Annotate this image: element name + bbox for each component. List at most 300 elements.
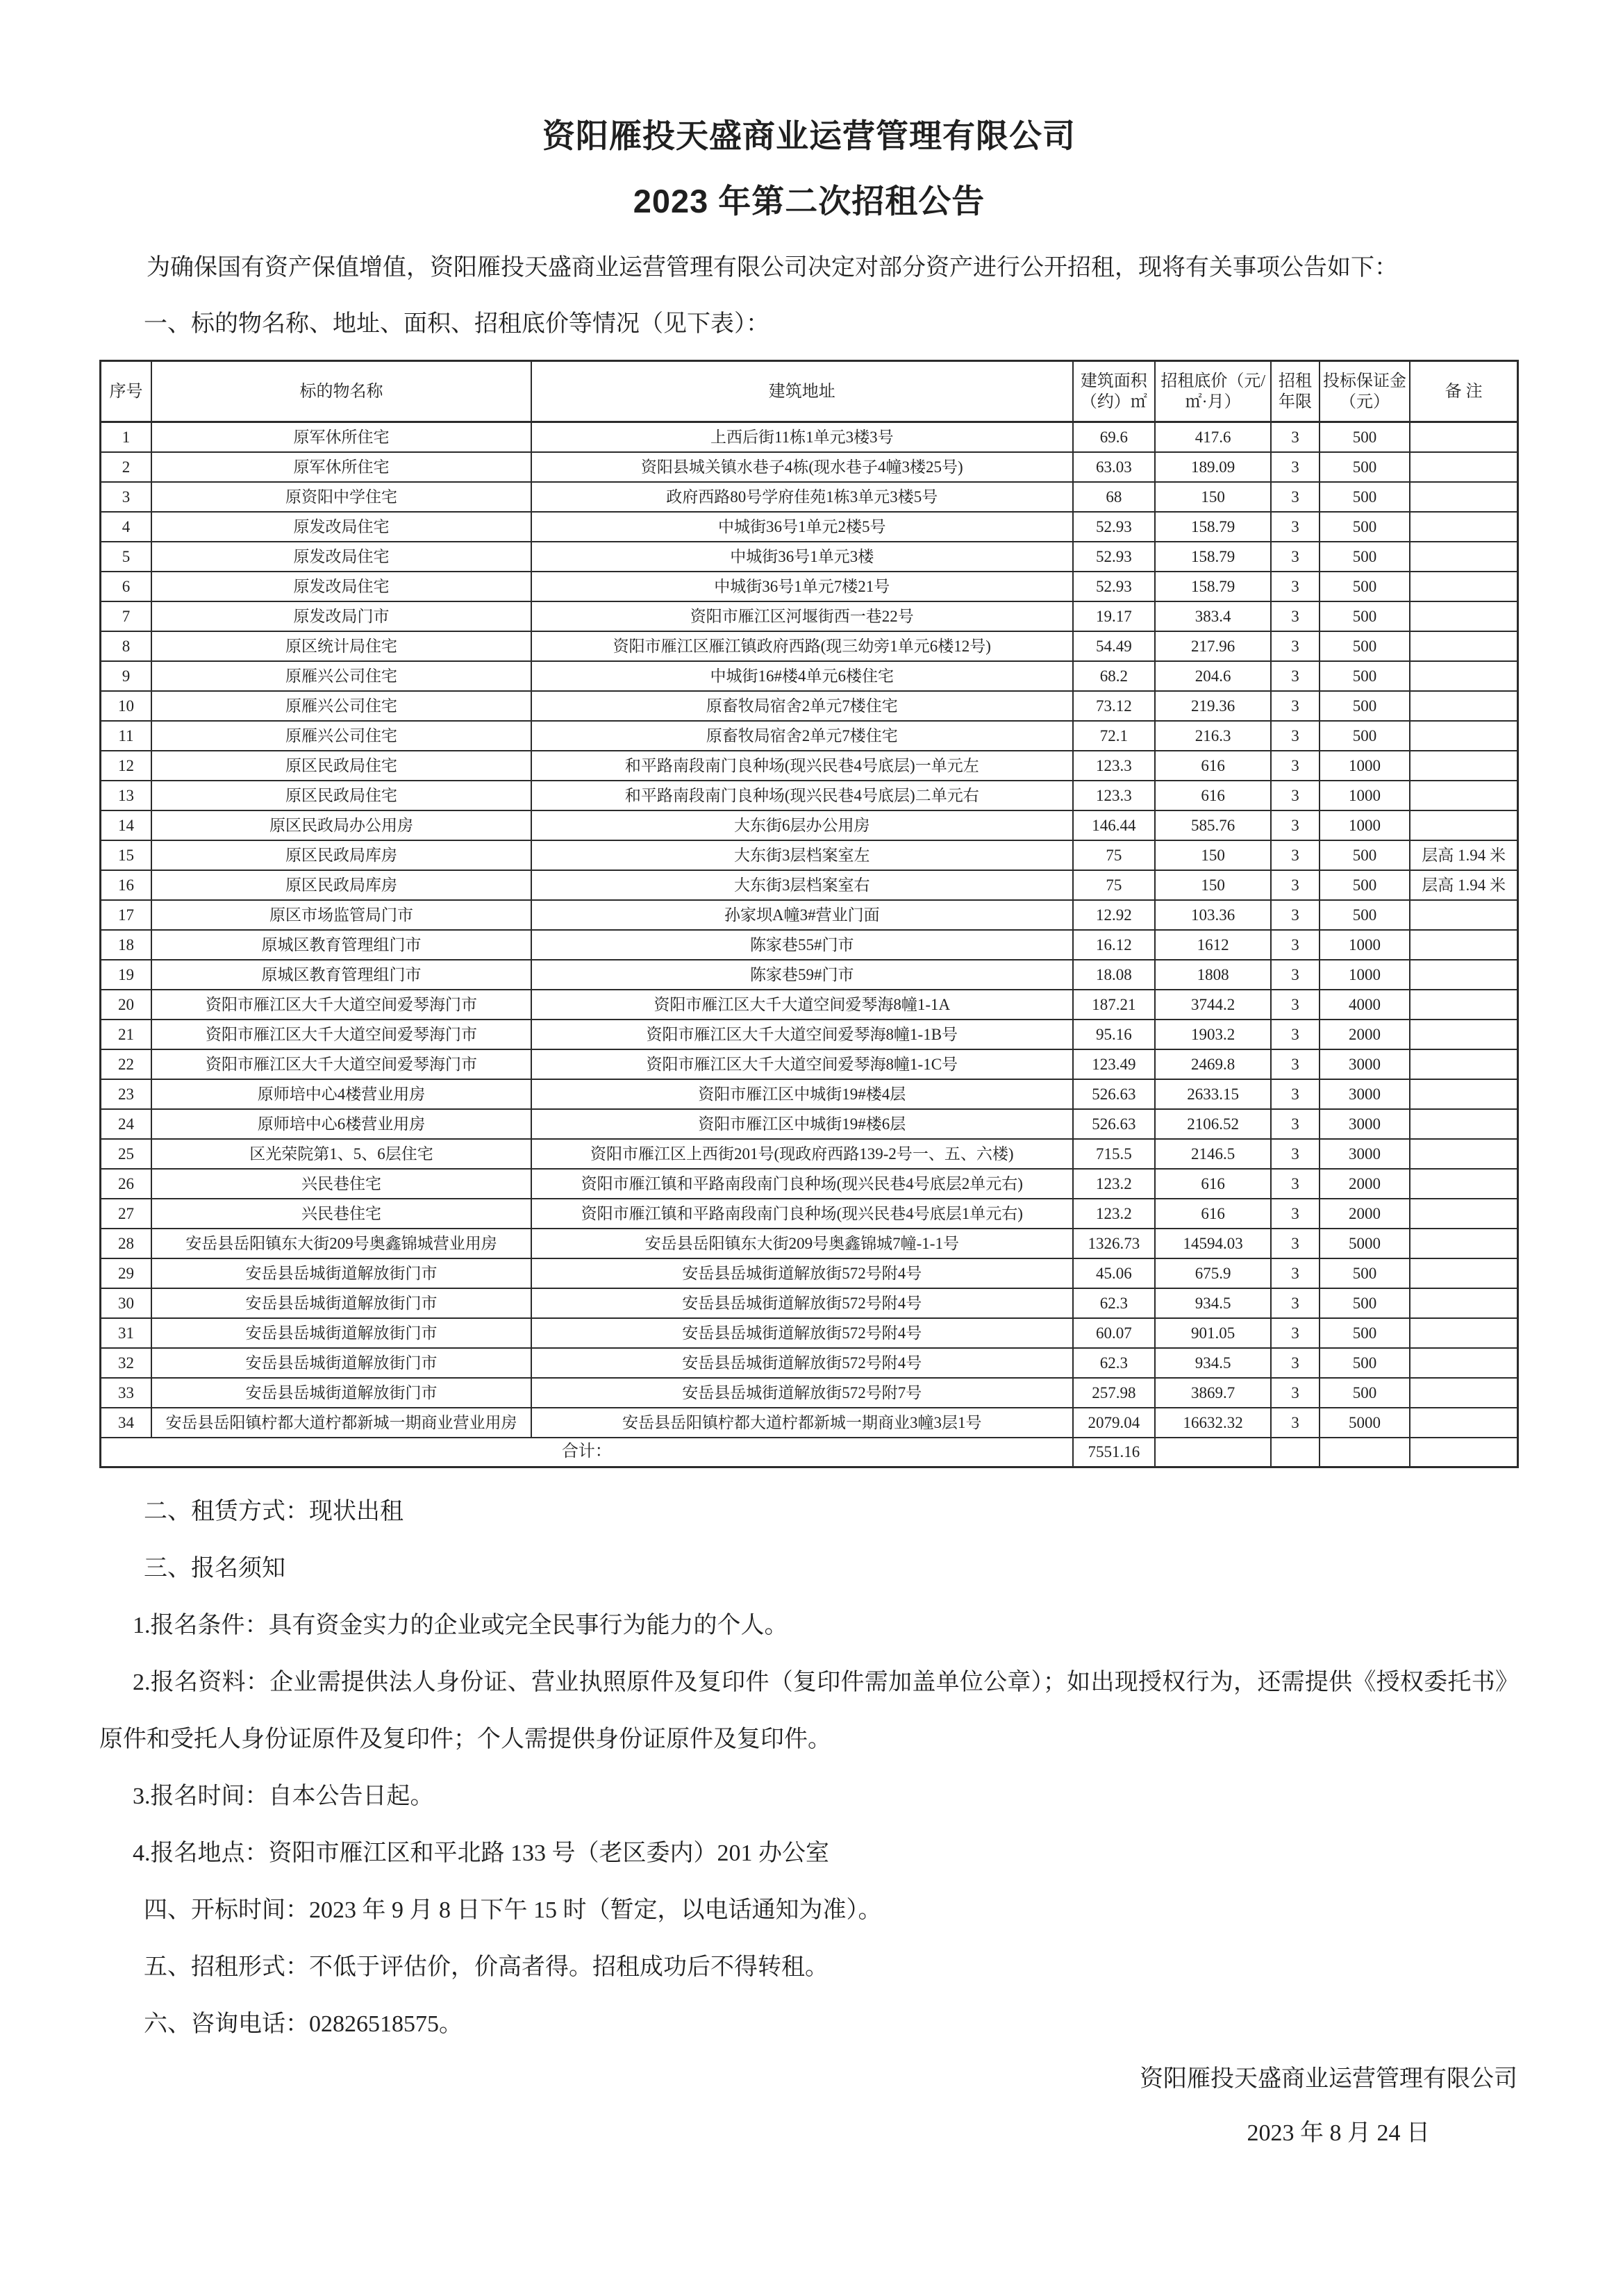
table-cell [1410, 1079, 1517, 1109]
table-cell: 原军休所住宅 [151, 422, 531, 452]
table-row [101, 1229, 1518, 1258]
table-cell: 585.76 [1155, 810, 1271, 840]
table-cell: 3 [1271, 1199, 1319, 1229]
table-cell: 526.63 [1073, 1109, 1155, 1139]
table-cell: 6 [101, 572, 151, 601]
table-cell: 兴民巷住宅 [151, 1169, 531, 1199]
item-3-paragraph: 3.报名时间：自本公告日起。 [133, 1783, 434, 1809]
table-cell: 52.93 [1073, 572, 1155, 601]
table-cell [1410, 631, 1517, 661]
column-header: 招租底价（元/㎡·月） [1155, 361, 1271, 422]
table-cell: 资阳市雁江区大千大道空间爱琴海8幢1-1A [531, 990, 1073, 1020]
table-cell: 兴民巷住宅 [151, 1199, 531, 1229]
table-cell: 3 [1271, 721, 1319, 751]
table-cell: 资阳市雁江区大千大道空间爱琴海8幢1-1C号 [531, 1049, 1073, 1079]
item-1-paragraph: 1.报名条件：具有资金实力的企业或完全民事行为能力的个人。 [133, 1613, 788, 1638]
table-cell [1410, 1288, 1517, 1318]
table-cell: 安岳县岳城街道解放街门市 [151, 1288, 531, 1318]
table-cell: 安岳县岳城街道解放街门市 [151, 1348, 531, 1378]
document-title-line2: 2023 年第二次招租公告 [633, 183, 985, 219]
table-cell: 500 [1320, 1258, 1410, 1288]
table-cell: 21 [101, 1020, 151, 1049]
table-cell: 68.2 [1073, 661, 1155, 691]
table-cell: 3000 [1320, 1109, 1410, 1139]
table-row [101, 1049, 1518, 1079]
table-cell: 1000 [1320, 930, 1410, 960]
table-cell: 14 [101, 810, 151, 840]
table-cell: 2633.15 [1155, 1079, 1271, 1109]
table-cell [1410, 1378, 1517, 1408]
table-cell [1410, 930, 1517, 960]
table-cell: 500 [1320, 721, 1410, 751]
table-cell: 715.5 [1073, 1139, 1155, 1169]
table-cell: 3 [1271, 601, 1319, 631]
table-cell: 123.2 [1073, 1169, 1155, 1199]
table-cell: 158.79 [1155, 512, 1271, 542]
table-cell: 资阳市雁江镇和平路南段南门良种场(现兴民巷4号底层2单元右) [531, 1169, 1073, 1199]
table-cell: 500 [1320, 1318, 1410, 1348]
table-cell: 500 [1320, 661, 1410, 691]
table-row [101, 422, 1518, 452]
table-cell [1320, 1438, 1410, 1467]
table-row [101, 512, 1518, 542]
table-cell: 1808 [1155, 960, 1271, 990]
table-cell: 大东街3层档案室左 [531, 840, 1073, 870]
table-cell: 3 [1271, 1079, 1319, 1109]
table-row [101, 1169, 1518, 1199]
table-cell: 原区统计局住宅 [151, 631, 531, 661]
table-cell: 500 [1320, 1378, 1410, 1408]
table-row [101, 960, 1518, 990]
table-cell: 123.3 [1073, 751, 1155, 781]
table-cell: 原资阳中学住宅 [151, 482, 531, 512]
table-cell: 60.07 [1073, 1318, 1155, 1348]
table-cell: 3 [1271, 1288, 1319, 1318]
table-cell: 123.2 [1073, 1199, 1155, 1229]
table-cell: 3 [1271, 1348, 1319, 1378]
table-cell: 1000 [1320, 960, 1410, 990]
table-cell: 安岳县岳城街道解放街572号附4号 [531, 1318, 1073, 1348]
table-body [101, 422, 1518, 1467]
table-cell [1410, 691, 1517, 721]
total-label-cell: 合计： [101, 1438, 1073, 1467]
table-cell: 安岳县岳阳镇东大街209号奥鑫锦城营业用房 [151, 1229, 531, 1258]
table-cell: 原区市场监管局门市 [151, 900, 531, 930]
table-cell: 33 [101, 1378, 151, 1408]
table-cell: 150 [1155, 840, 1271, 870]
table-cell: 3 [1271, 930, 1319, 960]
table-cell: 616 [1155, 781, 1271, 810]
table-cell: 3 [1271, 810, 1319, 840]
table-cell: 2000 [1320, 1199, 1410, 1229]
table-row [101, 870, 1518, 900]
table-cell: 934.5 [1155, 1348, 1271, 1378]
table-cell: 资阳市雁江区中城街19#楼6层 [531, 1109, 1073, 1139]
table-row [101, 1020, 1518, 1049]
table-cell: 158.79 [1155, 542, 1271, 572]
column-header: 投标保证金（元） [1320, 361, 1410, 422]
table-cell: 3 [1271, 1109, 1319, 1139]
table-cell: 大东街3层档案室右 [531, 870, 1073, 900]
table-cell: 安岳县岳城街道解放街572号附7号 [531, 1378, 1073, 1408]
table-row [101, 840, 1518, 870]
table-cell: 257.98 [1073, 1378, 1155, 1408]
table-cell: 16 [101, 870, 151, 900]
column-header: 建筑地址 [531, 361, 1073, 422]
table-cell: 12 [101, 751, 151, 781]
column-header: 标的物名称 [151, 361, 531, 422]
table-cell: 原雁兴公司住宅 [151, 661, 531, 691]
table-cell: 3869.7 [1155, 1378, 1271, 1408]
table-cell: 23 [101, 1079, 151, 1109]
table-total-row [101, 1438, 1518, 1467]
table-cell: 29 [101, 1258, 151, 1288]
table-cell [1410, 1229, 1517, 1258]
table-cell: 孙家坝A幢3#营业门面 [531, 900, 1073, 930]
table-row [101, 990, 1518, 1020]
table-cell: 3 [1271, 1408, 1319, 1438]
table-cell: 3 [1271, 1139, 1319, 1169]
table-row [101, 751, 1518, 781]
table-cell: 103.36 [1155, 900, 1271, 930]
table-cell: 12.92 [1073, 900, 1155, 930]
section-one-heading: 一、标的物名称、地址、面积、招租底价等情况（见下表）： [144, 311, 769, 337]
table-cell: 陈家巷59#门市 [531, 960, 1073, 990]
table-cell: 500 [1320, 572, 1410, 601]
table-cell: 中城街36号1单元2楼5号 [531, 512, 1073, 542]
column-header: 序号 [101, 361, 151, 422]
table-cell: 资阳市雁江区大千大道空间爱琴海8幢1-1B号 [531, 1020, 1073, 1049]
table-cell: 28 [101, 1229, 151, 1258]
table-row [101, 1378, 1518, 1408]
table-cell: 3 [101, 482, 151, 512]
section-four-heading: 四、开标时间：2023 年 9 月 8 日下午 15 时（暂定，以电话通知为准）。 [144, 1897, 882, 1923]
table-cell: 安岳县岳城街道解放街门市 [151, 1318, 531, 1348]
table-cell: 69.6 [1073, 422, 1155, 452]
table-row [101, 1318, 1518, 1348]
table-cell: 资阳市雁江区河堰街西一巷22号 [531, 601, 1073, 631]
table-cell: 2000 [1320, 1020, 1410, 1049]
table-row [101, 1109, 1518, 1139]
table-cell: 75 [1073, 870, 1155, 900]
table-cell: 22 [101, 1049, 151, 1079]
table-cell: 安岳县岳阳镇东大街209号奥鑫锦城7幢-1-1号 [531, 1229, 1073, 1258]
table-cell: 500 [1320, 870, 1410, 900]
table-cell: 原城区教育管理组门市 [151, 930, 531, 960]
table-cell: 675.9 [1155, 1258, 1271, 1288]
section-six-heading: 六、咨询电话：02826518575。 [144, 2011, 463, 2037]
table-cell: 中城街36号1单元3楼 [531, 542, 1073, 572]
section-five-heading: 五、招租形式：不低于评估价，价高者得。招租成功后不得转租。 [144, 1954, 829, 1980]
table-cell: 3000 [1320, 1139, 1410, 1169]
table-cell: 4000 [1320, 990, 1410, 1020]
table-cell: 1000 [1320, 810, 1410, 840]
table-cell [1410, 781, 1517, 810]
table-row [101, 661, 1518, 691]
table-cell: 32 [101, 1348, 151, 1378]
table-cell: 3 [1271, 751, 1319, 781]
table-cell: 资阳市雁江镇和平路南段南门良种场(现兴民巷4号底层1单元右) [531, 1199, 1073, 1229]
table-cell [1410, 542, 1517, 572]
table-cell: 3 [1271, 1169, 1319, 1199]
table-cell: 62.3 [1073, 1348, 1155, 1378]
table-cell: 500 [1320, 631, 1410, 661]
table-cell: 原区民政局住宅 [151, 781, 531, 810]
table-cell: 3 [1271, 900, 1319, 930]
table-cell: 原区民政局办公用房 [151, 810, 531, 840]
table-cell [1410, 1109, 1517, 1139]
table-row [101, 810, 1518, 840]
table-cell: 原畜牧局宿舍2单元7楼住宅 [531, 691, 1073, 721]
table-cell: 500 [1320, 840, 1410, 870]
table-cell [1271, 1438, 1319, 1467]
table-cell: 原师培中心6楼营业用房 [151, 1109, 531, 1139]
table-cell: 189.09 [1155, 452, 1271, 482]
table-cell: 3 [1271, 1318, 1319, 1348]
table-cell: 原发改局住宅 [151, 572, 531, 601]
table-cell: 3000 [1320, 1079, 1410, 1109]
table-cell: 31 [101, 1318, 151, 1348]
table-cell: 3 [1271, 781, 1319, 810]
intro-paragraph: 为确保国有资产保值增值，资阳雁投天盛商业运营管理有限公司决定对部分资产进行公开招租，现将有关事项公告如下： [147, 255, 1398, 281]
table-cell: 95.16 [1073, 1020, 1155, 1049]
table-cell: 158.79 [1155, 572, 1271, 601]
table-cell: 资阳市雁江区中城街19#楼4层 [531, 1079, 1073, 1109]
table-row [101, 1348, 1518, 1378]
table-row [101, 1139, 1518, 1169]
table-cell: 1 [101, 422, 151, 452]
table-cell: 146.44 [1073, 810, 1155, 840]
table-cell: 150 [1155, 870, 1271, 900]
table-cell: 7 [101, 601, 151, 631]
table-cell: 500 [1320, 452, 1410, 482]
table-row [101, 1079, 1518, 1109]
table-cell: 原发改局住宅 [151, 542, 531, 572]
table-cell [1410, 1318, 1517, 1348]
table-cell: 3 [1271, 482, 1319, 512]
table-cell: 2106.52 [1155, 1109, 1271, 1139]
table-cell: 13 [101, 781, 151, 810]
table-cell: 54.49 [1073, 631, 1155, 661]
table-cell: 11 [101, 721, 151, 751]
table-cell: 安岳县岳城街道解放街门市 [151, 1258, 531, 1288]
table-cell: 17 [101, 900, 151, 930]
table-cell: 3 [1271, 661, 1319, 691]
table-cell: 30 [101, 1288, 151, 1318]
table-cell: 19.17 [1073, 601, 1155, 631]
table-cell: 原区民政局库房 [151, 870, 531, 900]
table-row [101, 1288, 1518, 1318]
table-cell: 资阳市雁江区雁江镇政府西路(现三幼旁1单元6楼12号) [531, 631, 1073, 661]
table-row [101, 930, 1518, 960]
table-cell: 75 [1073, 840, 1155, 870]
table-cell: 原军休所住宅 [151, 452, 531, 482]
table-cell: 原雁兴公司住宅 [151, 691, 531, 721]
table-cell: 26 [101, 1169, 151, 1199]
table-row [101, 721, 1518, 751]
table-cell: 24 [101, 1109, 151, 1139]
table-cell: 383.4 [1155, 601, 1271, 631]
table-row [101, 691, 1518, 721]
table-cell: 73.12 [1073, 691, 1155, 721]
table-cell [1410, 1049, 1517, 1079]
table-cell: 500 [1320, 1288, 1410, 1318]
table-cell: 安岳县岳城街道解放街572号附4号 [531, 1288, 1073, 1318]
table-cell: 原区民政局库房 [151, 840, 531, 870]
table-cell: 3 [1271, 1020, 1319, 1049]
table-cell [1410, 960, 1517, 990]
table-cell: 500 [1320, 691, 1410, 721]
table-cell: 原城区教育管理组门市 [151, 960, 531, 990]
table-cell [1410, 1199, 1517, 1229]
table-cell: 187.21 [1073, 990, 1155, 1020]
table-cell: 原畜牧局宿舍2单元7楼住宅 [531, 721, 1073, 751]
table-cell: 18 [101, 930, 151, 960]
table-cell: 5000 [1320, 1229, 1410, 1258]
column-header: 建筑面积（约）㎡ [1073, 361, 1155, 422]
table-row [101, 542, 1518, 572]
table-cell: 25 [101, 1139, 151, 1169]
table-row [101, 601, 1518, 631]
table-cell: 3000 [1320, 1049, 1410, 1079]
table-row [101, 482, 1518, 512]
table-cell: 901.05 [1155, 1318, 1271, 1348]
table-cell: 1326.73 [1073, 1229, 1155, 1258]
section-two-heading: 二、租赁方式：现状出租 [144, 1499, 403, 1524]
table-cell [1155, 1438, 1271, 1467]
table-cell: 上西后街11栋1单元3楼3号 [531, 422, 1073, 452]
table-cell: 63.03 [1073, 452, 1155, 482]
table-cell: 3 [1271, 452, 1319, 482]
table-cell: 3 [1271, 840, 1319, 870]
table-cell: 1000 [1320, 751, 1410, 781]
table-cell [1410, 601, 1517, 631]
table-cell: 10 [101, 691, 151, 721]
assets-table [99, 360, 1519, 1468]
table-row [101, 1199, 1518, 1229]
table-cell: 217.96 [1155, 631, 1271, 661]
table-cell: 层高 1.94 米 [1410, 870, 1517, 900]
table-cell: 和平路南段南门良种场(现兴民巷4号底层)二单元右 [531, 781, 1073, 810]
table-cell: 219.36 [1155, 691, 1271, 721]
table-cell: 资阳市雁江区大千大道空间爱琴海门市 [151, 1049, 531, 1079]
table-cell: 原区民政局住宅 [151, 751, 531, 781]
table-cell: 安岳县岳城街道解放街门市 [151, 1378, 531, 1408]
table-cell: 526.63 [1073, 1079, 1155, 1109]
table-cell: 2000 [1320, 1169, 1410, 1199]
table-cell [1410, 900, 1517, 930]
table-cell: 资阳市雁江区上西街201号(现政府西路139-2号一、五、六楼) [531, 1139, 1073, 1169]
table-cell: 安岳县岳城街道解放街572号附4号 [531, 1348, 1073, 1378]
table-cell: 安岳县岳阳镇柠都大道柠都新城一期商业3幢3层1号 [531, 1408, 1073, 1438]
table-cell: 原发改局门市 [151, 601, 531, 631]
table-cell: 5000 [1320, 1408, 1410, 1438]
table-cell: 3 [1271, 691, 1319, 721]
table-cell: 27 [101, 1199, 151, 1229]
table-cell: 500 [1320, 482, 1410, 512]
table-cell: 16632.32 [1155, 1408, 1271, 1438]
table-cell: 3 [1271, 1378, 1319, 1408]
table-cell: 68 [1073, 482, 1155, 512]
table-row [101, 452, 1518, 482]
table-cell: 3 [1271, 542, 1319, 572]
table-cell: 安岳县岳阳镇柠都大道柠都新城一期商业营业用房 [151, 1408, 531, 1438]
table-cell: 3744.2 [1155, 990, 1271, 1020]
table-cell: 500 [1320, 900, 1410, 930]
table-cell: 4 [101, 512, 151, 542]
table-cell [1410, 512, 1517, 542]
table-cell: 52.93 [1073, 542, 1155, 572]
table-cell [1410, 661, 1517, 691]
table-cell: 20 [101, 990, 151, 1020]
table-row [101, 1258, 1518, 1288]
column-header: 招租年限 [1271, 361, 1319, 422]
table-cell [1410, 990, 1517, 1020]
table-cell: 204.6 [1155, 661, 1271, 691]
table-cell: 陈家巷55#门市 [531, 930, 1073, 960]
table-cell: 34 [101, 1408, 151, 1438]
signature-date: 2023 年 8 月 24 日 [1247, 2120, 1430, 2146]
table-cell: 500 [1320, 601, 1410, 631]
table-cell: 3 [1271, 1229, 1319, 1258]
item-4-paragraph: 4.报名地点：资阳市雁江区和平北路 133 号（老区委内）201 办公室 [133, 1840, 829, 1866]
table-cell: 500 [1320, 422, 1410, 452]
table-cell: 层高 1.94 米 [1410, 840, 1517, 870]
total-area-cell: 7551.16 [1073, 1438, 1155, 1467]
table-cell: 62.3 [1073, 1288, 1155, 1318]
table-cell: 19 [101, 960, 151, 990]
document-title-line1: 资阳雁投天盛商业运营管理有限公司 [542, 117, 1076, 154]
table-cell: 16.12 [1073, 930, 1155, 960]
table-cell: 14594.03 [1155, 1229, 1271, 1258]
table-cell: 1903.2 [1155, 1020, 1271, 1049]
table-cell: 3 [1271, 1049, 1319, 1079]
table-cell: 和平路南段南门良种场(现兴民巷4号底层)一单元左 [531, 751, 1073, 781]
table-cell: 1000 [1320, 781, 1410, 810]
table-cell: 中城街36号1单元7楼21号 [531, 572, 1073, 601]
table-cell: 资阳市雁江区大千大道空间爱琴海门市 [151, 1020, 531, 1049]
table-cell: 123.49 [1073, 1049, 1155, 1079]
table-cell: 216.3 [1155, 721, 1271, 751]
table-cell: 3 [1271, 960, 1319, 990]
table-cell: 52.93 [1073, 512, 1155, 542]
table-cell: 616 [1155, 751, 1271, 781]
table-cell: 安岳县岳城街道解放街572号附4号 [531, 1258, 1073, 1288]
table-row [101, 781, 1518, 810]
table-cell: 大东街6层办公用房 [531, 810, 1073, 840]
table-cell: 150 [1155, 482, 1271, 512]
column-header: 备 注 [1410, 361, 1517, 422]
table-cell [1410, 1408, 1517, 1438]
table-row [101, 631, 1518, 661]
table-cell: 资阳县城关镇水巷子4栋(现水巷子4幢3楼25号) [531, 452, 1073, 482]
table-cell: 资阳市雁江区大千大道空间爱琴海门市 [151, 990, 531, 1020]
table-cell: 123.3 [1073, 781, 1155, 810]
table-cell: 原发改局住宅 [151, 512, 531, 542]
table-cell: 18.08 [1073, 960, 1155, 990]
table-cell [1410, 1169, 1517, 1199]
table-cell: 原师培中心4楼营业用房 [151, 1079, 531, 1109]
table-cell: 2146.5 [1155, 1139, 1271, 1169]
table-row [101, 900, 1518, 930]
table-cell: 500 [1320, 542, 1410, 572]
table-cell: 5 [101, 542, 151, 572]
table-cell [1410, 721, 1517, 751]
table-cell [1410, 1348, 1517, 1378]
table-cell: 2079.04 [1073, 1408, 1155, 1438]
table-cell: 616 [1155, 1169, 1271, 1199]
table-cell: 3 [1271, 512, 1319, 542]
